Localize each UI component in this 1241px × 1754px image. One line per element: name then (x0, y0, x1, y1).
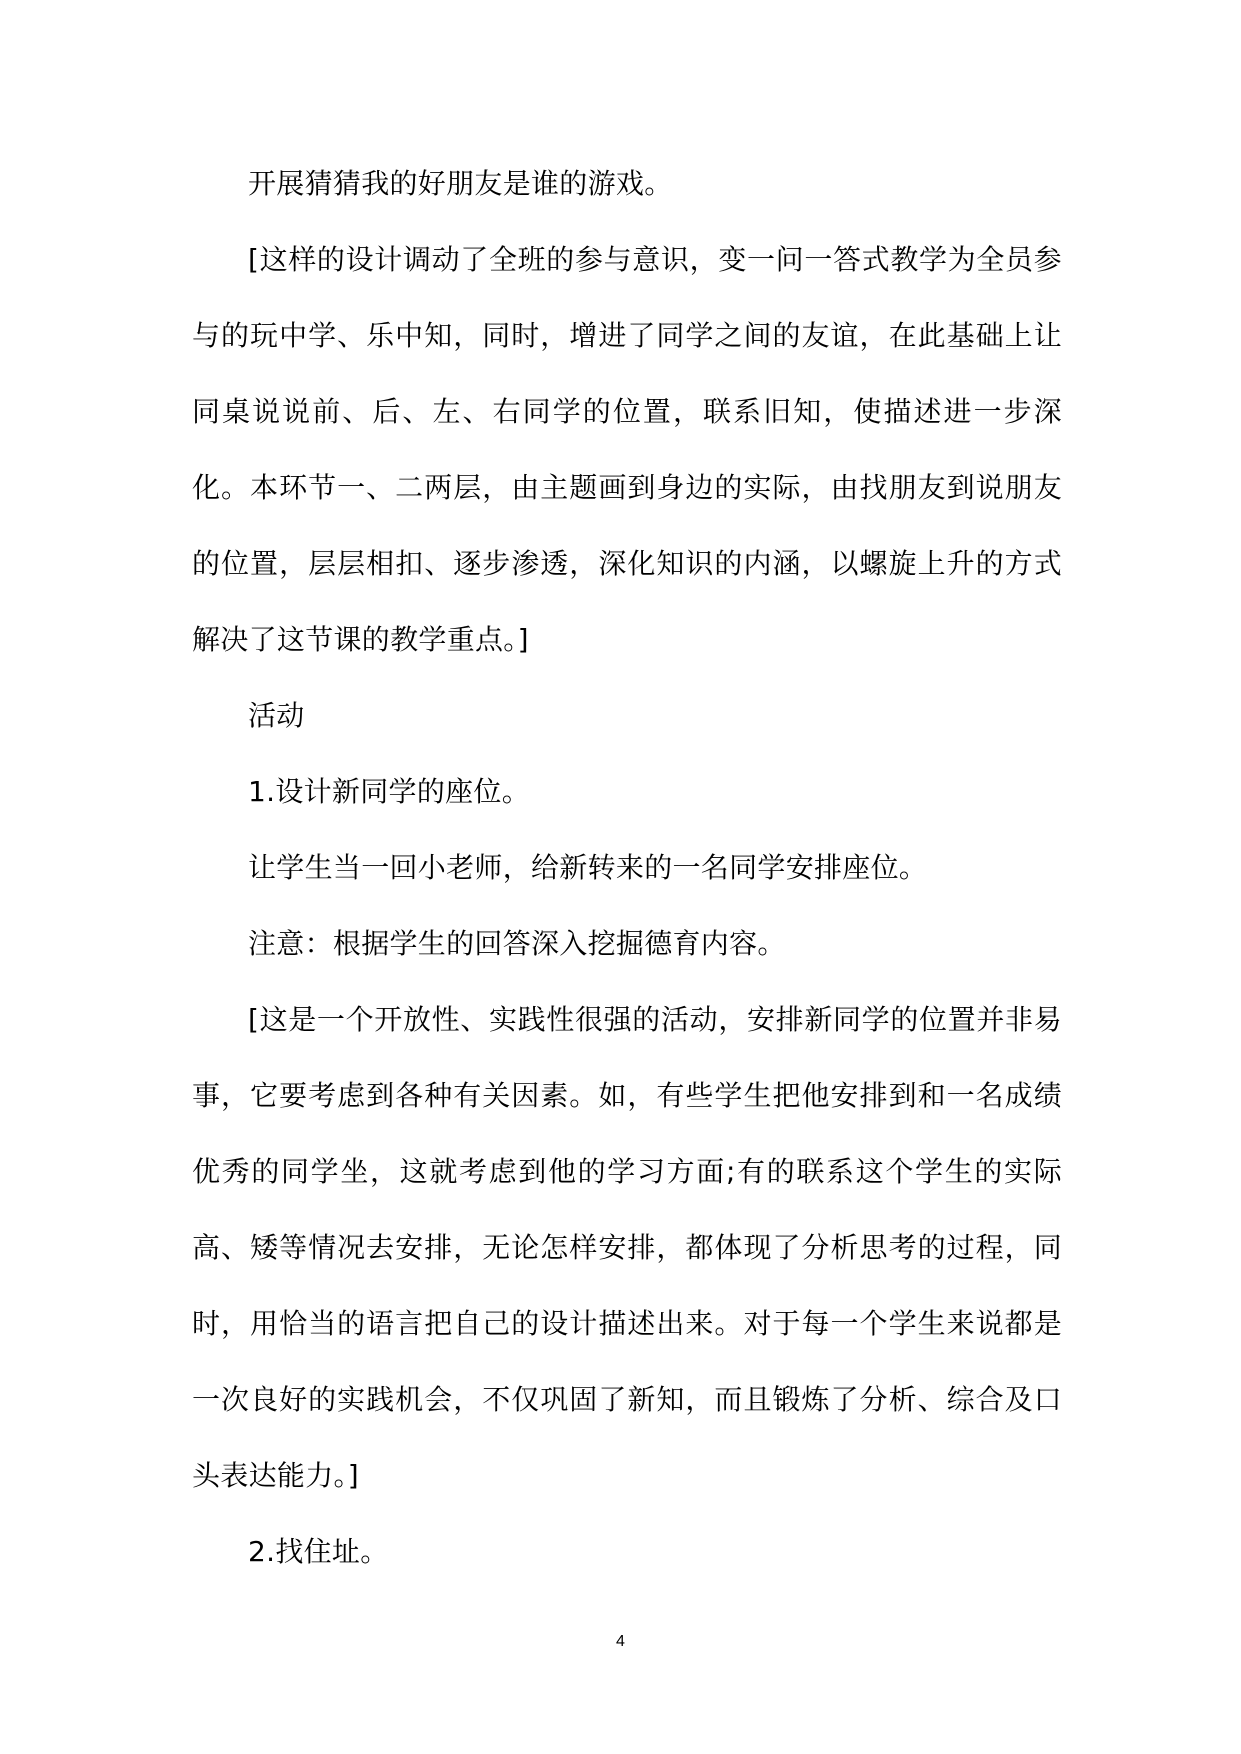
page-number: 4 (616, 1633, 625, 1650)
paragraph: 让学生当一回小老师，给新转来的一名同学安排座位。 (248, 851, 928, 884)
paragraph: 1.设计新同学的座位。 (248, 775, 531, 808)
paragraph: [这是一个开放性、实践性很强的活动，安排新同学的位置并非易事，它要考虑到各种有关因素。如，有些学生把他安排到和一名成绩优秀的同学坐，这就考虑到他的学习方面;有的联系这个学生的实际高、矮等情况去安排，无论怎样安排，都体现了分析思考的过程，同时，用恰当的语言把自己的设计描述出来。对于每一个学生来说都是一次良好的实践机会，不仅巩固了新知，而且锻炼了分析、综合及口头表达能力。] (192, 1003, 1062, 1492)
document-body (192, 146, 1062, 1590)
paragraph: [这样的设计调动了全班的参与意识，变一问一答式教学为全员参与的玩中学、乐中知，同时，增进了同学之间的友谊，在此基础上让同桌说说前、后、左、右同学的位置，联系旧知，使描述进一步深化。本环节一、二两层，由主题画到身边的实际，由找朋友到说朋友的位置，层层相扣、逐步渗透，深化知识的内涵，以螺旋上升的方式解决了这节课的教学重点。] (192, 243, 1062, 656)
paragraph: 开展猜猜我的好朋友是谁的游戏。 (248, 167, 673, 200)
paragraph: 2.找住址。 (248, 1535, 389, 1568)
paragraph: 活动 (248, 699, 305, 732)
paragraph: 注意：根据学生的回答深入挖掘德育内容。 (248, 927, 786, 960)
